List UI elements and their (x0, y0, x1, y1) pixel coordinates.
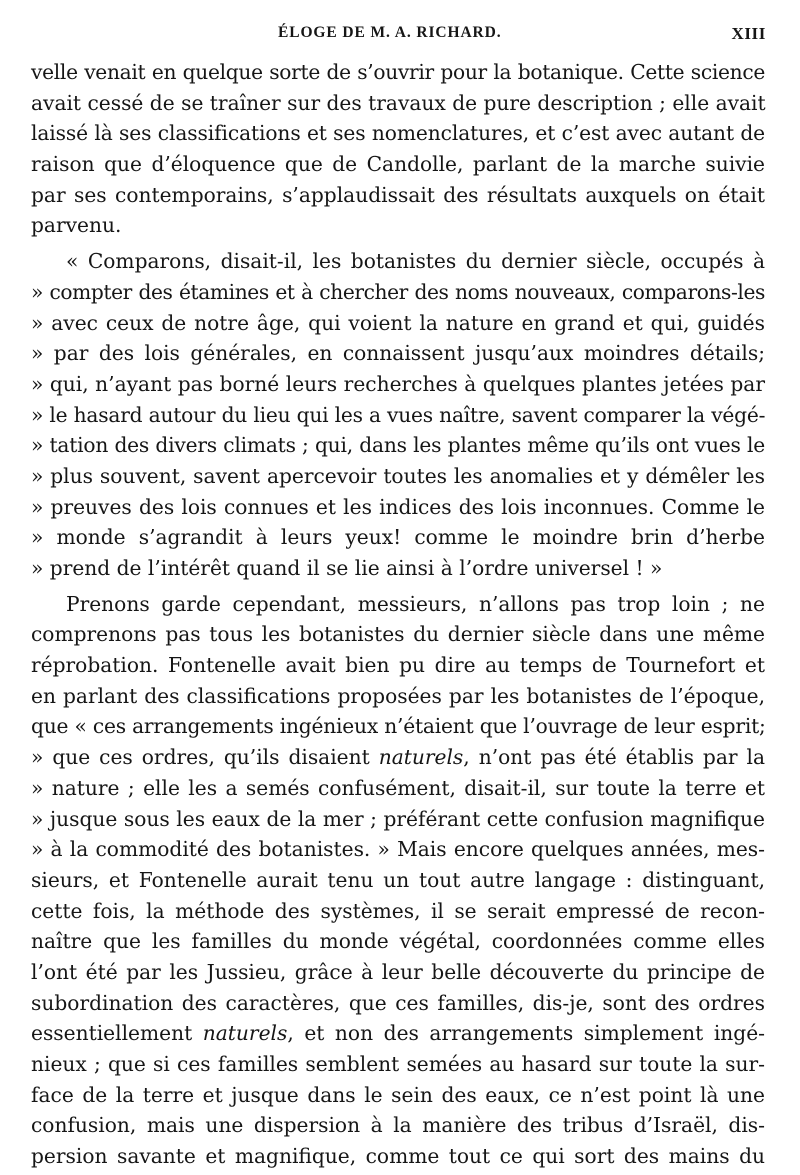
text-line: » par des lois générales, en connaissent jusqu’aux moindres détails; (31, 341, 765, 366)
running-head (0, 14, 800, 42)
text-line: face de la terre et jusque dans le sein des eaux, ce n’est point là une (31, 1082, 765, 1107)
text-line-with-italic (31, 742, 765, 773)
text-line: réprobation. Fontenelle avait bien pu dire au temps de Tournefort et (31, 653, 765, 678)
paragraph-quotation (31, 246, 765, 584)
text-line: cette fois, la méthode des systèmes, il se serait empressé de recon- (31, 898, 765, 923)
italic-word: naturels (202, 1021, 288, 1046)
paragraph-continuation (31, 57, 765, 241)
text-line: » prend de l’intérêt quand il se lie ainsi à l’ordre universel ! » (31, 556, 663, 580)
page-number: XIII (731, 24, 766, 43)
text-line: » jusque sous les eaux de la mer ; préférant cette confusion magnifique (31, 806, 765, 831)
line-start: » que ces ordres, qu’ils disaient (31, 745, 379, 770)
body-text (31, 57, 765, 1172)
text-line: » plus souvent, savent apercevoir toutes les anomalies et y démêler les (31, 463, 765, 488)
text-line: naître que les familles du monde végétal, coordonnées comme elles (31, 929, 765, 954)
text-line: » nature ; elle les a semés confusément, disait-il, sur toute la terre et (31, 775, 765, 800)
text-line: » preuves des lois connues et les indices des lois inconnues. Comme le (31, 494, 765, 519)
text-line: avait cessé de se traîner sur des travaux de pure description ; elle avait (31, 90, 766, 115)
text-line: subordination des caractères, que ces familles, dis-je, sont des ordres (31, 990, 765, 1015)
text-line: » avec ceux de notre âge, qui voient la nature en grand et qui, guidés (31, 310, 765, 335)
text-line: » monde s’agrandit à leurs yeux! comme le moindre brin d’herbe (31, 525, 765, 550)
text-line: sieurs, et Fontenelle aurait tenu un tout autre langage : distinguant, (31, 867, 765, 892)
line-end: , n’ont pas été établis par la (463, 745, 765, 770)
text-line: comprenons pas tous les botanistes du dernier siècle dans une même (31, 622, 765, 647)
text-line: » compter des étamines et à chercher des noms nouveaux, comparons-les (31, 279, 765, 304)
text-line: « Comparons, disait-il, les botanistes du dernier siècle, occupés à (66, 249, 765, 274)
line-end: , et non des arrangements simplement ingé- (287, 1021, 765, 1046)
text-line: l’ont été par les Jussieu, grâce à leur belle découverte du principe de (31, 959, 765, 984)
text-line: laissé là ses classifications et ses nomenclatures, et c’est avec autant de (31, 121, 765, 146)
text-line: en parlant des classifications proposées par les botanistes de l’époque, (31, 683, 765, 708)
text-line: persion savante et magnifique, comme tout ce qui sort des mains du (31, 1144, 765, 1169)
text-line: que « ces arrangements ingénieux n’étaient que l’ouvrage de leur esprit; (31, 714, 766, 739)
text-line: confusion, mais une dispersion à la manière des tribus d’Israël, dis- (31, 1113, 765, 1138)
text-line: » qui, n’ayant pas borné leurs recherches à quelques plantes jetées par (31, 371, 765, 396)
running-title: ÉLOGE DE M. A. RICHARD. (278, 24, 502, 41)
text-line-with-italic (31, 1018, 765, 1049)
line-start: essentiellement (31, 1021, 203, 1046)
text-line: parvenu. (31, 213, 122, 238)
text-line: » le hasard autour du lieu qui les a vues naître, savent comparer la végé- (31, 402, 766, 427)
italic-word: naturels (378, 745, 464, 770)
text-line: » à la commodité des botanistes. » Mais encore quelques années, mes- (31, 837, 765, 862)
text-line: nieux ; que si ces familles semblent semées au hasard sur toute la sur- (31, 1052, 765, 1076)
text-line: velle venait en quelque sorte de s’ouvrir pour la botanique. Cette science (31, 60, 765, 84)
text-line: par ses contemporains, s’applaudissait des résultats auxquels on était (31, 182, 765, 207)
text-line: Prenons garde cependant, messieurs, n’allons pas trop loin ; ne (66, 591, 765, 616)
text-line: raison que d’éloquence que de Candolle, parlant de la marche suivie (31, 152, 765, 177)
paragraph-fontenelle (31, 589, 765, 1172)
text-line: » tation des divers climats ; qui, dans les plantes même qu’ils ont vues le (31, 433, 765, 458)
